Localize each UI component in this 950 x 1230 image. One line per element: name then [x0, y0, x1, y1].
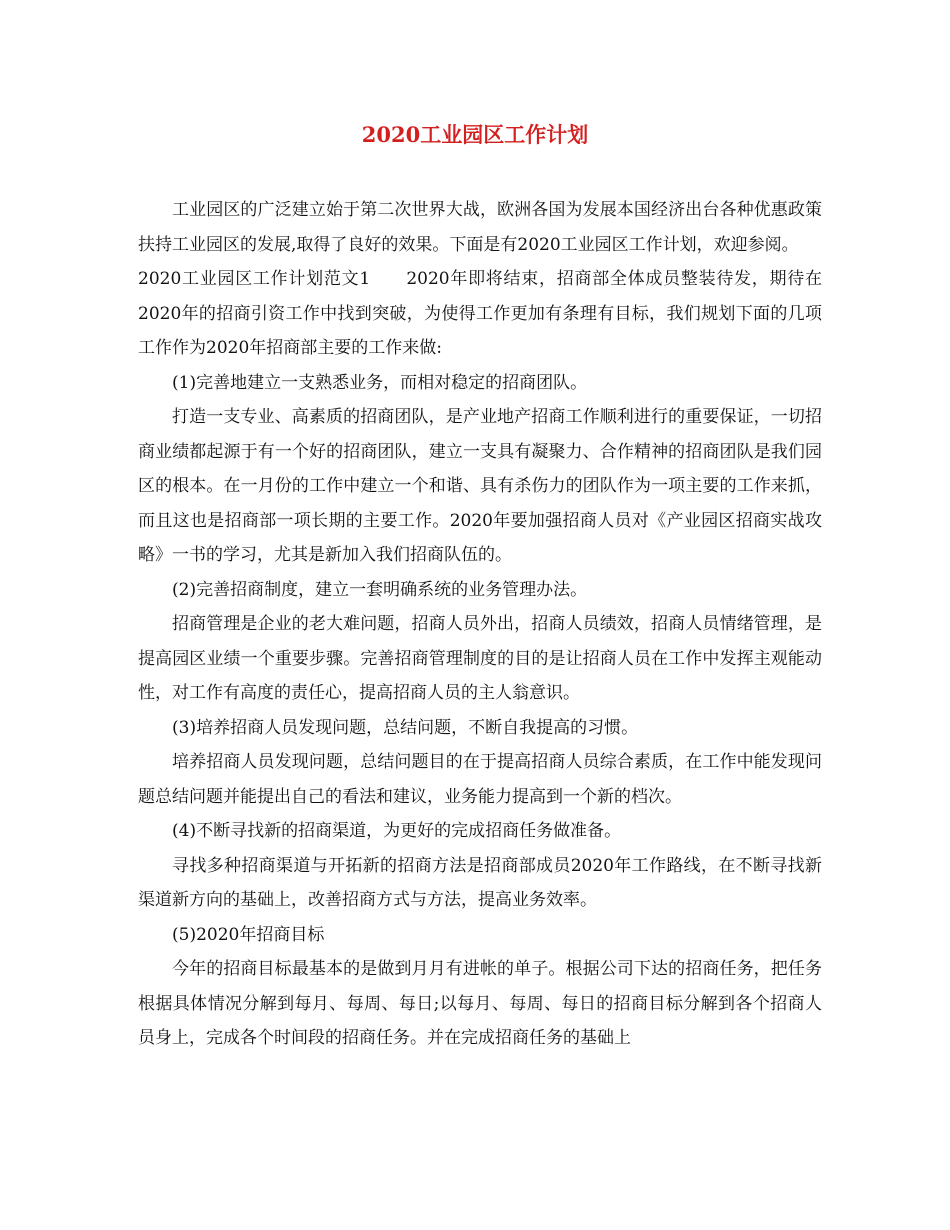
paragraph-item-1-heading: (1)完善地建立一支熟悉业务，而相对稳定的招商团队。: [172, 372, 588, 393]
paragraph-intro: 工业园区的广泛建立始于第二次世界大战，欧洲各国为发展本国经济出台各种优惠政策扶持工业园区的发展,取得了良好的效果。下面是有2020工业园区工作计划，欢迎参阅。: [138, 200, 822, 255]
document-body: [138, 193, 822, 1056]
document-title: 2020工业园区工作计划: [361, 122, 589, 147]
paragraph-sample-heading: 2020工业园区工作计划范文1 2020年即将结束，招商部全体成员整装待发，期待在2020年的招商引资工作中找到突破，为使得工作更加有条理有目标，我们规划下面的几项工作作为2020年招商部主要的工作来做:: [138, 269, 822, 358]
paragraph-item-3-heading: (3)培养招商人员发现问题，总结问题，不断自我提高的习惯。: [172, 717, 639, 738]
paragraph-item-2-heading: (2)完善招商制度，建立一套明确系统的业务管理办法。: [172, 579, 588, 600]
paragraph-item-4-heading: (4)不断寻找新的招商渠道，为更好的完成招商任务做准备。: [172, 821, 622, 841]
paragraph-item-5-heading: (5)2020年招商目标: [172, 924, 325, 945]
paragraph-item-2-body: 招商管理是企业的老大难问题，招商人员外出，招商人员绩效，招商人员情绪管理，是提高园区业绩一个重要步骤。完善招商管理制度的目的是让招商人员在工作中发挥主观能动性，对工作有高度的责任心，提高招商人员的主人翁意识。: [138, 614, 822, 703]
paragraph-item-4-body: 寻找多种招商渠道与开拓新的招商方法是招商部成员2020年工作路线，在不断寻找新渠道新方向的基础上，改善招商方式与方法，提高业务效率。: [138, 855, 822, 910]
paragraph-item-5-body: 今年的招商目标最基本的是做到月月有进帐的单子。根据公司下达的招商任务，把任务根据具体情况分解到每月、每周、每日;以每月、每周、每日的招商目标分解到各个招商人员身上，完成各个时间段的招商任务。并在完成招商任务的基础上: [138, 959, 822, 1048]
paragraph-item-1-body: 打造一支专业、高素质的招商团队，是产业地产招商工作顺利进行的重要保证，一切招商业绩都起源于有一个好的招商团队，建立一支具有凝聚力、合作精神的招商团队是我们园区的根本。在一月份的工作中建立一个和谐、具有杀伤力的团队作为一项主要的工作来抓，而且这也是招商部一项长期的主要工作。2020年要加强招商人员对《产业园区招商实战攻略》一书的学习，尤其是新加入我们招商队伍的。: [138, 407, 822, 565]
paragraph-item-3-body: 培养招商人员发现问题，总结问题目的在于提高招商人员综合素质，在工作中能发现问题总结问题并能提出自己的看法和建议，业务能力提高到一个新的档次。: [138, 752, 822, 807]
